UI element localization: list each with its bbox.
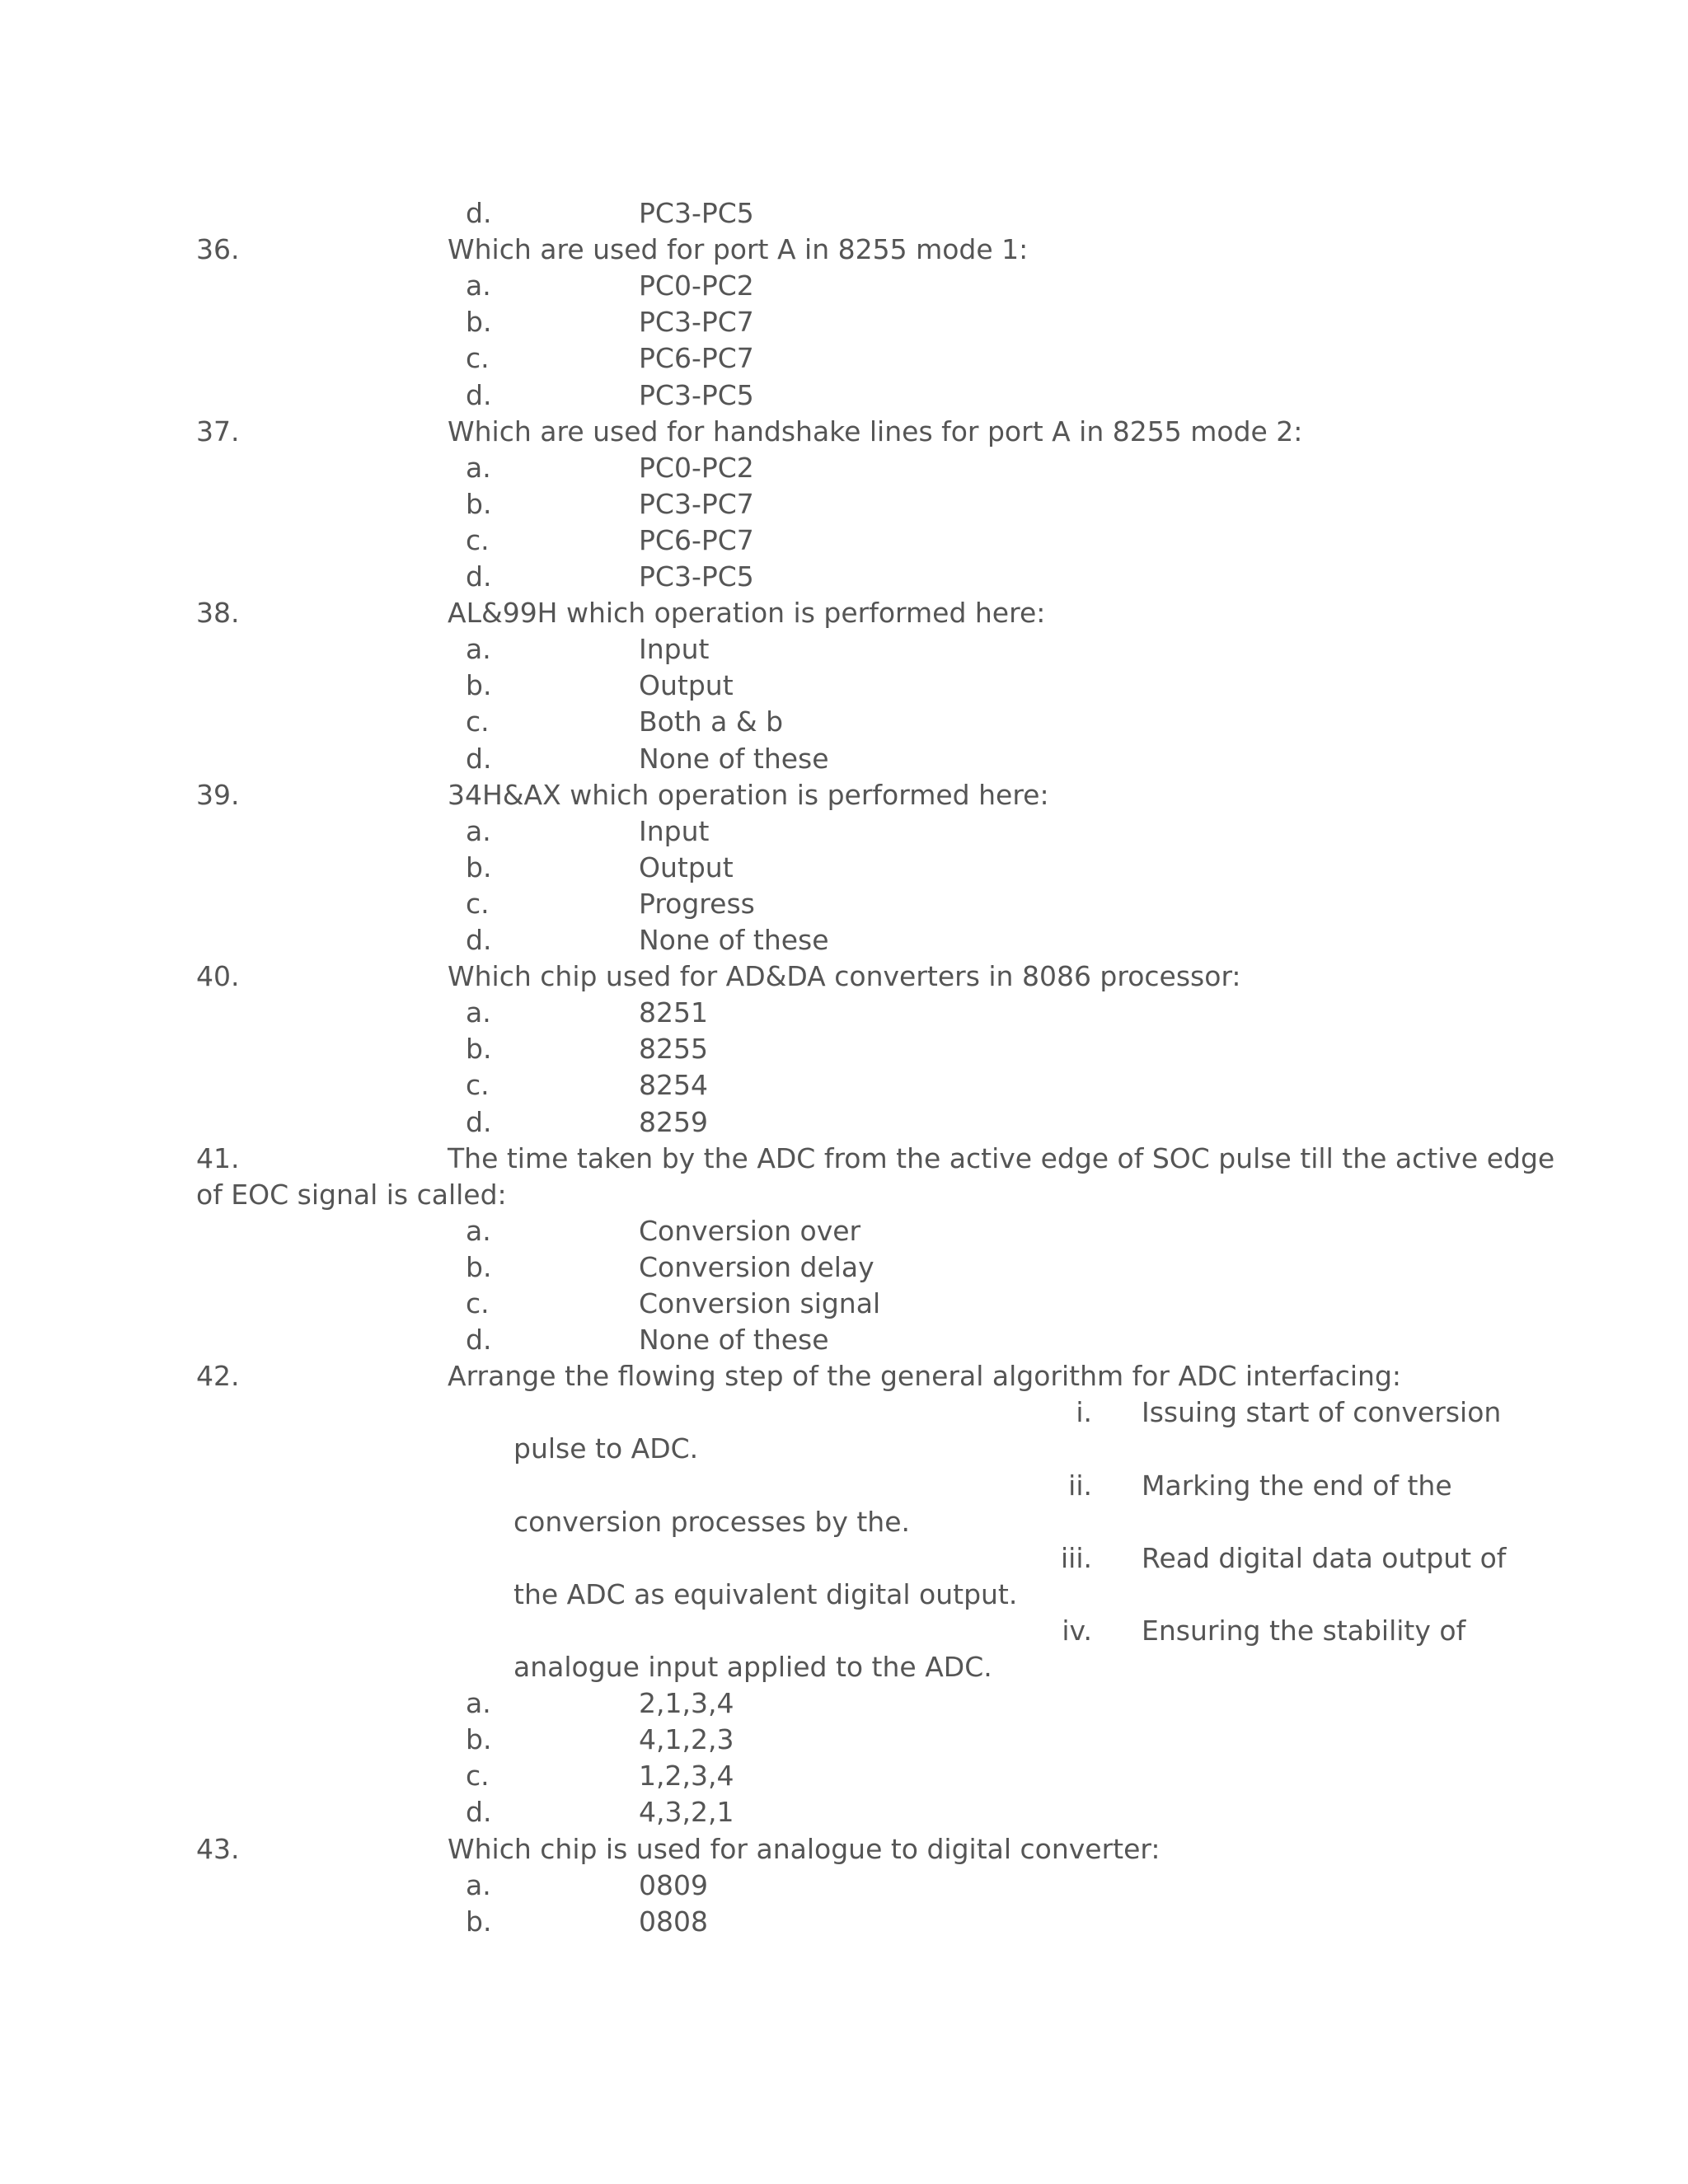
option-letter: c. [466,524,490,556]
question-text: 34H&AX which operation is performed here: [448,779,1049,811]
option-letter: a. [466,633,491,665]
option-text: PC0-PC2 [639,269,754,302]
option-text: PC3-PC5 [639,379,754,411]
step-text-continuation: analogue input applied to the ADC. [513,1651,992,1683]
option-text: None of these [639,1324,829,1356]
option-letter: b. [466,1905,492,1938]
option-letter: c. [466,342,490,374]
option-text: PC0-PC2 [639,452,754,484]
option-text: 8251 [639,996,708,1029]
question-text: Which chip is used for analogue to digital converter: [448,1833,1160,1865]
option-text: PC3-PC5 [639,560,754,593]
option-letter: c. [466,1069,490,1101]
question-number: 39. [196,779,240,811]
option-letter: d. [466,197,492,229]
question-number: 43. [196,1833,240,1865]
option-text: 0808 [639,1905,708,1938]
option-letter: b. [466,1251,492,1283]
option-letter: b. [466,488,492,520]
option-letter: d. [466,1324,492,1356]
option-text: 8259 [639,1106,708,1138]
option-text: PC3-PC7 [639,488,754,520]
option-text: PC6-PC7 [639,524,754,556]
option-letter: d. [466,1106,492,1138]
option-text: 4,1,2,3 [639,1723,734,1755]
question-text: Which chip used for AD&DA converters in 8086 processor: [448,960,1241,992]
question-text: Which are used for port A in 8255 mode 1: [448,233,1029,265]
option-text: 8254 [639,1069,708,1101]
step-text: Marking the end of the [1142,1469,1452,1502]
question-number: 37. [196,415,240,448]
question-text: AL&99H which operation is performed here: [448,597,1046,629]
option-text: None of these [639,743,829,775]
option-text: Input [639,633,710,665]
option-letter: c. [466,1760,490,1792]
option-letter: a. [466,996,491,1029]
question-number: 40. [196,960,240,992]
question-text: Arrange the flowing step of the general algorithm for ADC interfacing: [448,1360,1402,1392]
step-numeral: i. [1076,1396,1092,1428]
option-letter: a. [466,815,491,847]
option-text: None of these [639,924,829,956]
option-letter: a. [466,1869,491,1901]
option-text: Output [639,669,734,701]
step-text-continuation: conversion processes by the. [513,1506,911,1538]
option-letter: b. [466,851,492,883]
option-letter: b. [466,1723,492,1755]
option-letter: a. [466,269,491,302]
step-numeral: iii. [1061,1542,1092,1574]
option-text: PC3-PC7 [639,306,754,338]
option-letter: c. [466,888,490,920]
step-text-continuation: the ADC as equivalent digital output. [513,1578,1018,1610]
option-letter: d. [466,743,492,775]
option-text: 2,1,3,4 [639,1687,734,1719]
option-letter: d. [466,924,492,956]
question-text: The time taken by the ADC from the active edge of SOC pulse till the active edge [448,1142,1555,1174]
question-number: 42. [196,1360,240,1392]
option-letter: d. [466,1796,492,1828]
option-letter: c. [466,705,490,738]
question-number: 38. [196,597,240,629]
option-letter: d. [466,560,492,593]
option-text: PC3-PC5 [639,197,754,229]
option-letter: c. [466,1287,490,1319]
step-numeral: ii. [1068,1469,1092,1502]
option-text: 4,3,2,1 [639,1796,734,1828]
option-text: 8255 [639,1033,708,1065]
question-text: Which are used for handshake lines for port A in 8255 mode 2: [448,415,1303,448]
question-number: 41. [196,1142,240,1174]
step-numeral: iv. [1062,1615,1092,1647]
option-text: Both a & b [639,705,784,738]
option-text: Input [639,815,710,847]
option-letter: a. [466,452,491,484]
option-text: 1,2,3,4 [639,1760,734,1792]
option-text: PC6-PC7 [639,342,754,374]
option-letter: b. [466,306,492,338]
option-text: Conversion over [639,1215,861,1247]
option-text: Output [639,851,734,883]
option-letter: b. [466,1033,492,1065]
option-letter: d. [466,379,492,411]
question-text-continuation: of EOC signal is called: [196,1179,507,1211]
step-text: Read digital data output of [1142,1542,1507,1574]
step-text: Ensuring the stability of [1142,1615,1466,1647]
option-letter: a. [466,1215,491,1247]
option-text: Conversion signal [639,1287,881,1319]
option-letter: a. [466,1687,491,1719]
option-text: Conversion delay [639,1251,874,1283]
question-number: 36. [196,233,240,265]
step-text-continuation: pulse to ADC. [513,1432,699,1465]
option-letter: b. [466,669,492,701]
option-text: Progress [639,888,755,920]
step-text: Issuing start of conversion [1142,1396,1502,1428]
option-text: 0809 [639,1869,708,1901]
